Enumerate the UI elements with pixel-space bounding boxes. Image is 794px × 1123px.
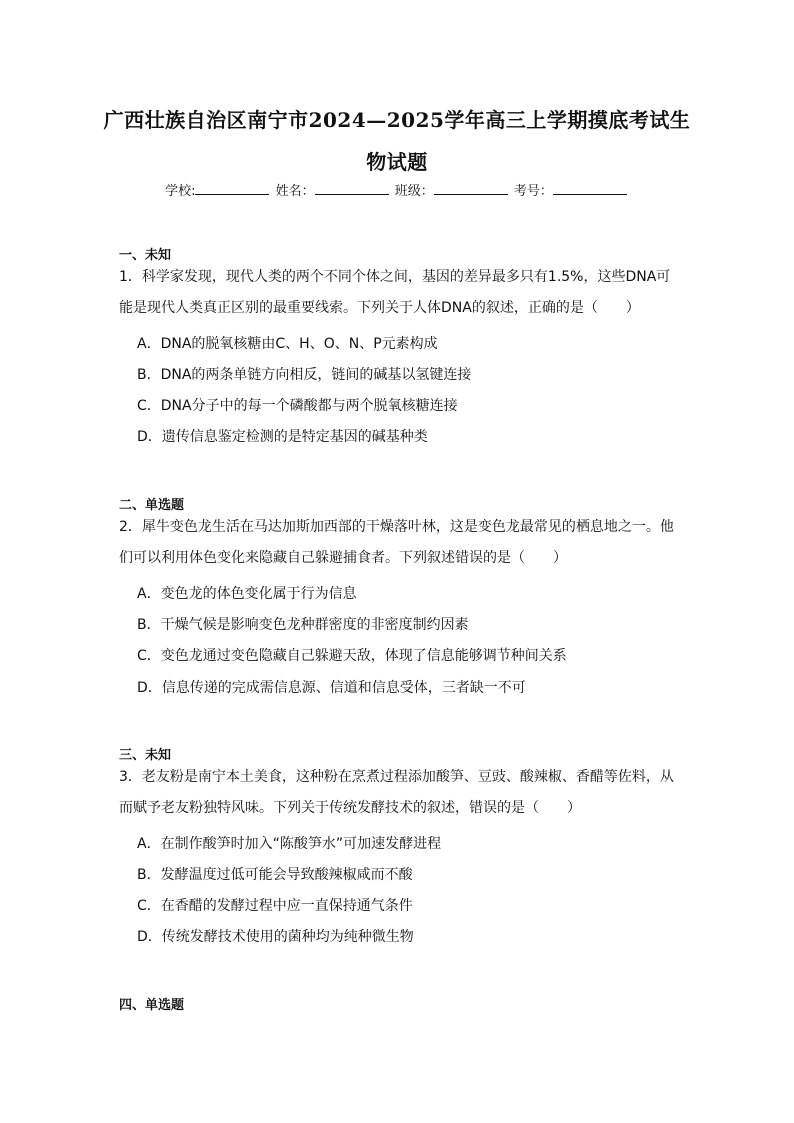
question-1-option-a: A．DNA的脱氧核糖由C、H、O、N、P元素构成 [137, 336, 438, 352]
question-stem-line: 们可以利用体色变化来隐藏自己躲避捕食者。下列叙述错误的是（ ） [119, 550, 567, 566]
question-stem-line: 而赋予老友粉独特风味。下列关于传统发酵技术的叙述，错误的是（ ） [119, 800, 581, 816]
question-stem-line: 3．老友粉是南宁本土美食，这种粉在烹煮过程添加酸笋、豆豉、酸辣椒、香醋等佐料，从 [119, 769, 674, 785]
question-1-stem [119, 262, 684, 324]
school-blank[interactable] [195, 182, 269, 195]
school-label: 学校: [165, 184, 196, 199]
question-3-option-c: C．在香醋的发酵过程中应一直保持通气条件 [137, 898, 413, 914]
class-blank[interactable] [434, 182, 508, 195]
document-title-line-2: 物试题 [366, 150, 428, 174]
question-1-option-b: B．DNA的两条单链方向相反，链间的碱基以氢键连接 [137, 367, 472, 383]
class-label: 班级： [394, 184, 434, 199]
question-3-option-a: A．在制作酸笋时加入“陈酸笋水”可加速发酵进程 [137, 836, 442, 852]
section-heading: 三、未知 [119, 748, 172, 763]
section-heading: 四、单选题 [119, 998, 185, 1013]
question-3-option-d: D．传统发酵技术使用的菌种均为纯种微生物 [137, 929, 414, 945]
name-blank[interactable] [315, 182, 389, 195]
student-info-row [0, 180, 794, 199]
name-label: 姓名： [275, 184, 315, 199]
exam-number-label: 考号： [513, 184, 553, 199]
question-3-option-b: B．发酵温度过低可能会导致酸辣椒咸而不酸 [137, 867, 413, 883]
question-stem-line: 1．科学家发现，现代人类的两个不同个体之间，基因的差异最多只有1.5%，这些DNA可 [119, 269, 671, 285]
question-2-option-b: B．干燥气候是影响变色龙种群密度的非密度制约因素 [137, 617, 469, 633]
section-heading: 二、单选题 [119, 498, 185, 513]
question-stem-line: 2．犀牛变色龙生活在马达加斯加西部的干燥落叶林，这是变色龙最常见的栖息地之一。他 [119, 519, 674, 535]
question-2-stem [119, 512, 684, 574]
document-title-line-1: 广西壮族自治区南宁市2024—2025学年高三上学期摸底考试生 [103, 108, 691, 132]
question-stem-line: 能是现代人类真正区别的最重要线索。下列关于人体DNA的叙述，正确的是（ ） [119, 300, 640, 316]
exam-number-blank[interactable] [553, 182, 627, 195]
question-2-option-d: D．信息传递的完成需信息源、信道和信息受体，三者缺一不可 [137, 680, 526, 696]
question-1-option-c: C．DNA分子中的每一个磷酸都与两个脱氧核糖连接 [137, 398, 458, 414]
question-2-option-a: A．变色龙的体色变化属于行为信息 [137, 586, 357, 602]
question-2-option-c: C．变色龙通过变色隐藏自己躲避天敌，体现了信息能够调节种间关系 [137, 648, 567, 664]
section-heading: 一、未知 [119, 248, 172, 263]
question-1-option-d: D．遗传信息鉴定检测的是特定基因的碱基种类 [137, 429, 428, 445]
question-3-stem [119, 762, 684, 824]
